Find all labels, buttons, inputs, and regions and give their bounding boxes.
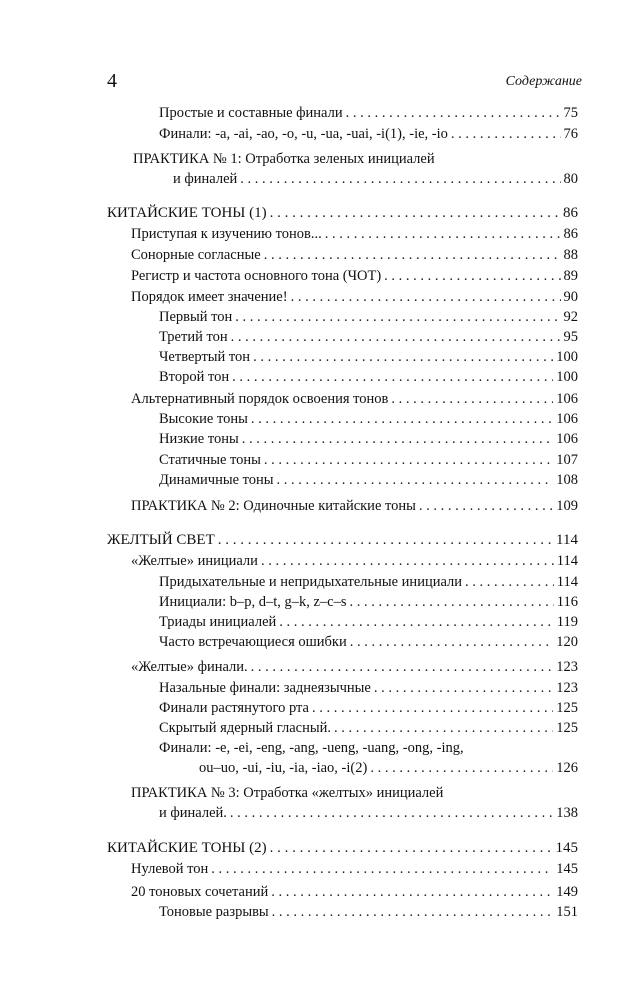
leader-dots xyxy=(346,103,561,123)
toc-entry-title: и финалей xyxy=(173,171,238,187)
leader-dots xyxy=(291,287,561,307)
toc-entry-title: Альтернативный порядок освоения тонов xyxy=(131,391,389,407)
toc-entry[interactable] xyxy=(159,450,578,470)
leader-dots xyxy=(277,470,554,490)
leader-dots xyxy=(350,592,554,612)
toc-entry-title: Скрытый ядерный гласный. xyxy=(159,720,331,736)
toc-entry-title: Третий тон xyxy=(159,329,228,345)
leader-dots xyxy=(270,838,553,858)
toc-entry[interactable] xyxy=(159,347,578,367)
toc-entry-title: КИТАЙСКИЕ ТОНЫ (2) xyxy=(107,840,267,856)
toc-entry[interactable] xyxy=(159,572,578,592)
toc-entry-page: 106 xyxy=(556,411,578,427)
toc-entry-page: 123 xyxy=(556,659,578,675)
toc-entry-title: Финали растянутого рта xyxy=(159,700,309,716)
toc-entry[interactable] xyxy=(159,470,578,490)
toc-entry-page: 126 xyxy=(556,760,578,776)
toc-chapter[interactable] xyxy=(107,203,578,223)
leader-dots xyxy=(279,612,553,632)
leader-dots xyxy=(370,758,553,778)
leader-dots xyxy=(251,657,554,677)
toc-entry[interactable] xyxy=(159,698,578,718)
toc-entry[interactable] xyxy=(159,902,578,922)
toc-entry-title: Назальные финали: заднеязычные xyxy=(159,680,371,696)
toc-entry-title: Приступая к изучению тонов... xyxy=(131,226,322,242)
toc-entry-title: Четвертый тон xyxy=(159,349,251,365)
toc-chapter[interactable] xyxy=(107,530,578,550)
toc-entry-title: «Желтые» инициали xyxy=(131,553,258,569)
toc-entry[interactable] xyxy=(159,718,578,738)
toc-entry-title: Регистр и частота основного тона (ЧОТ) xyxy=(131,268,382,284)
toc-entry-page: 114 xyxy=(556,553,578,569)
toc-entry-title: Простые и составные финали xyxy=(159,105,343,121)
toc-entry[interactable] xyxy=(159,409,578,429)
toc-entry[interactable] xyxy=(159,429,578,449)
toc-entry-page: 106 xyxy=(556,431,578,447)
toc-entry-title: Порядок имеет значение! xyxy=(131,289,288,305)
leader-dots xyxy=(391,389,553,409)
page-number: 4 xyxy=(107,70,117,92)
toc-entry-title: 20 тоновых сочетаний xyxy=(131,884,269,900)
toc-entry[interactable] xyxy=(159,124,578,144)
toc-entry-title: Первый тон xyxy=(159,309,233,325)
toc-entry-title: ЖЕЛТЫЙ СВЕТ xyxy=(107,532,215,548)
toc-entry-page: 145 xyxy=(556,861,578,877)
toc-entry[interactable] xyxy=(159,612,578,632)
toc-entry[interactable] xyxy=(131,245,578,265)
toc-entry[interactable] xyxy=(173,169,578,189)
toc-entry-title: «Желтые» финали. xyxy=(131,659,248,675)
toc-entry-page: 120 xyxy=(556,634,578,650)
toc-entry-page: 100 xyxy=(556,349,578,365)
toc-entry-title: Финали: -a, -ai, -ao, -o, -u, -ua, -uai, -i(1), -ie, -io xyxy=(159,126,448,142)
toc-entry[interactable] xyxy=(131,224,578,244)
toc-entry-page: 108 xyxy=(556,472,578,488)
toc-entry-page: 116 xyxy=(556,594,578,610)
toc-entry-title-line1: Финали: -e, -ei, -eng, -ang, -ueng, -uang, -ong, -ing, xyxy=(159,740,464,756)
leader-dots xyxy=(242,429,554,449)
leader-dots xyxy=(264,450,553,470)
toc-entry-title: Низкие тоны xyxy=(159,431,239,447)
toc-entry[interactable] xyxy=(159,678,578,698)
toc-entry-page: 119 xyxy=(556,614,578,630)
leader-dots xyxy=(232,367,553,387)
toc-entry-page: 100 xyxy=(556,369,578,385)
toc-entry-page: 95 xyxy=(563,329,578,345)
toc-entry-page: 92 xyxy=(563,309,578,325)
leader-dots xyxy=(272,902,554,922)
toc-entry[interactable] xyxy=(199,758,578,778)
toc-entry-page: 123 xyxy=(556,680,578,696)
leader-dots xyxy=(218,530,553,550)
toc-entry-page: 151 xyxy=(556,904,578,920)
toc-entry-title: Нулевой тон xyxy=(131,861,209,877)
toc-entry-title: Динамичные тоны xyxy=(159,472,274,488)
toc-entry[interactable] xyxy=(131,287,578,307)
leader-dots xyxy=(231,327,561,347)
toc-entry-title: Статичные тоны xyxy=(159,452,261,468)
leader-dots xyxy=(270,203,560,223)
toc-entry-page: 138 xyxy=(556,805,578,821)
toc-entry-page: 106 xyxy=(556,391,578,407)
toc-entry-title: Придыхательные и непридыхательные инициали xyxy=(159,574,463,590)
toc-entry-page: 88 xyxy=(563,247,578,263)
leader-dots xyxy=(235,307,560,327)
toc-entry[interactable] xyxy=(131,882,578,902)
toc-entry-page: 80 xyxy=(563,171,578,187)
toc-entry-title: Инициали: b–p, d–t, g–k, z–c–s xyxy=(159,594,347,610)
toc-entry-title: Часто встречающиеся ошибки xyxy=(159,634,347,650)
toc-entry-title: Триады инициалей xyxy=(159,614,277,630)
leader-dots xyxy=(240,169,560,189)
toc-entry[interactable] xyxy=(159,103,578,123)
toc-entry[interactable] xyxy=(159,307,578,327)
toc-entry-page: 107 xyxy=(556,452,578,468)
leader-dots xyxy=(312,698,553,718)
toc-entry-title: ПРАКТИКА № 2: Одиночные китайские тоны xyxy=(131,498,416,514)
toc-entry-page: 125 xyxy=(556,720,578,736)
toc-entry[interactable] xyxy=(131,266,578,286)
toc-entry-title: Сонорные согласные xyxy=(131,247,261,263)
leader-dots xyxy=(419,496,553,516)
toc-entry-page: 114 xyxy=(556,532,578,548)
leader-dots xyxy=(261,551,554,571)
toc-entry-page: 86 xyxy=(563,226,578,242)
toc-entry-title: Второй тон xyxy=(159,369,230,385)
leader-dots xyxy=(253,347,553,367)
toc-entry[interactable] xyxy=(159,367,578,387)
leader-dots xyxy=(264,245,561,265)
toc-entry-page: 149 xyxy=(556,884,578,900)
toc-entry-title: КИТАЙСКИЕ ТОНЫ (1) xyxy=(107,205,267,221)
leader-dots xyxy=(465,572,554,592)
leader-dots xyxy=(334,718,553,738)
leader-dots xyxy=(251,409,553,429)
toc-entry-page: 90 xyxy=(563,289,578,305)
toc-entry-title: ou–uo, -ui, -iu, -ia, -iao, -i(2) xyxy=(199,760,368,776)
toc-entry-page: 75 xyxy=(563,105,578,121)
toc-entry-page: 86 xyxy=(563,205,578,221)
leader-dots xyxy=(384,266,560,286)
toc-entry[interactable] xyxy=(131,859,578,879)
toc-entry[interactable] xyxy=(131,551,578,571)
toc-entry[interactable] xyxy=(159,803,578,823)
leader-dots xyxy=(230,803,553,823)
leader-dots xyxy=(325,224,561,244)
toc-entry[interactable] xyxy=(131,389,578,409)
leader-dots xyxy=(451,124,561,144)
toc-entry-title: Тоновые разрывы xyxy=(159,904,269,920)
running-head: Содержание xyxy=(505,74,582,89)
toc-entry-title-line1: ПРАКТИКА № 3: Отработка «желтых» инициалей xyxy=(131,785,444,801)
leader-dots xyxy=(211,859,553,879)
leader-dots xyxy=(374,678,553,698)
toc-entry-title-line1: ПРАКТИКА № 1: Отработка зеленых инициалей xyxy=(133,151,435,167)
toc-entry-page: 109 xyxy=(556,498,578,514)
toc-entry[interactable] xyxy=(159,632,578,652)
toc-entry[interactable] xyxy=(159,327,578,347)
toc-entry-page: 145 xyxy=(555,840,578,856)
toc-entry-title: и финалей. xyxy=(159,805,227,821)
toc-entry-page: 89 xyxy=(563,268,578,284)
toc-entry-page: 76 xyxy=(563,126,578,142)
toc-chapter[interactable] xyxy=(107,838,578,858)
toc-entry[interactable] xyxy=(131,496,578,516)
toc-entry[interactable] xyxy=(159,592,578,612)
leader-dots xyxy=(271,882,553,902)
leader-dots xyxy=(350,632,554,652)
toc-entry-title: Высокие тоны xyxy=(159,411,248,427)
toc-entry-page: 125 xyxy=(556,700,578,716)
toc-entry[interactable] xyxy=(131,657,578,677)
toc-entry-page: 114 xyxy=(556,574,578,590)
